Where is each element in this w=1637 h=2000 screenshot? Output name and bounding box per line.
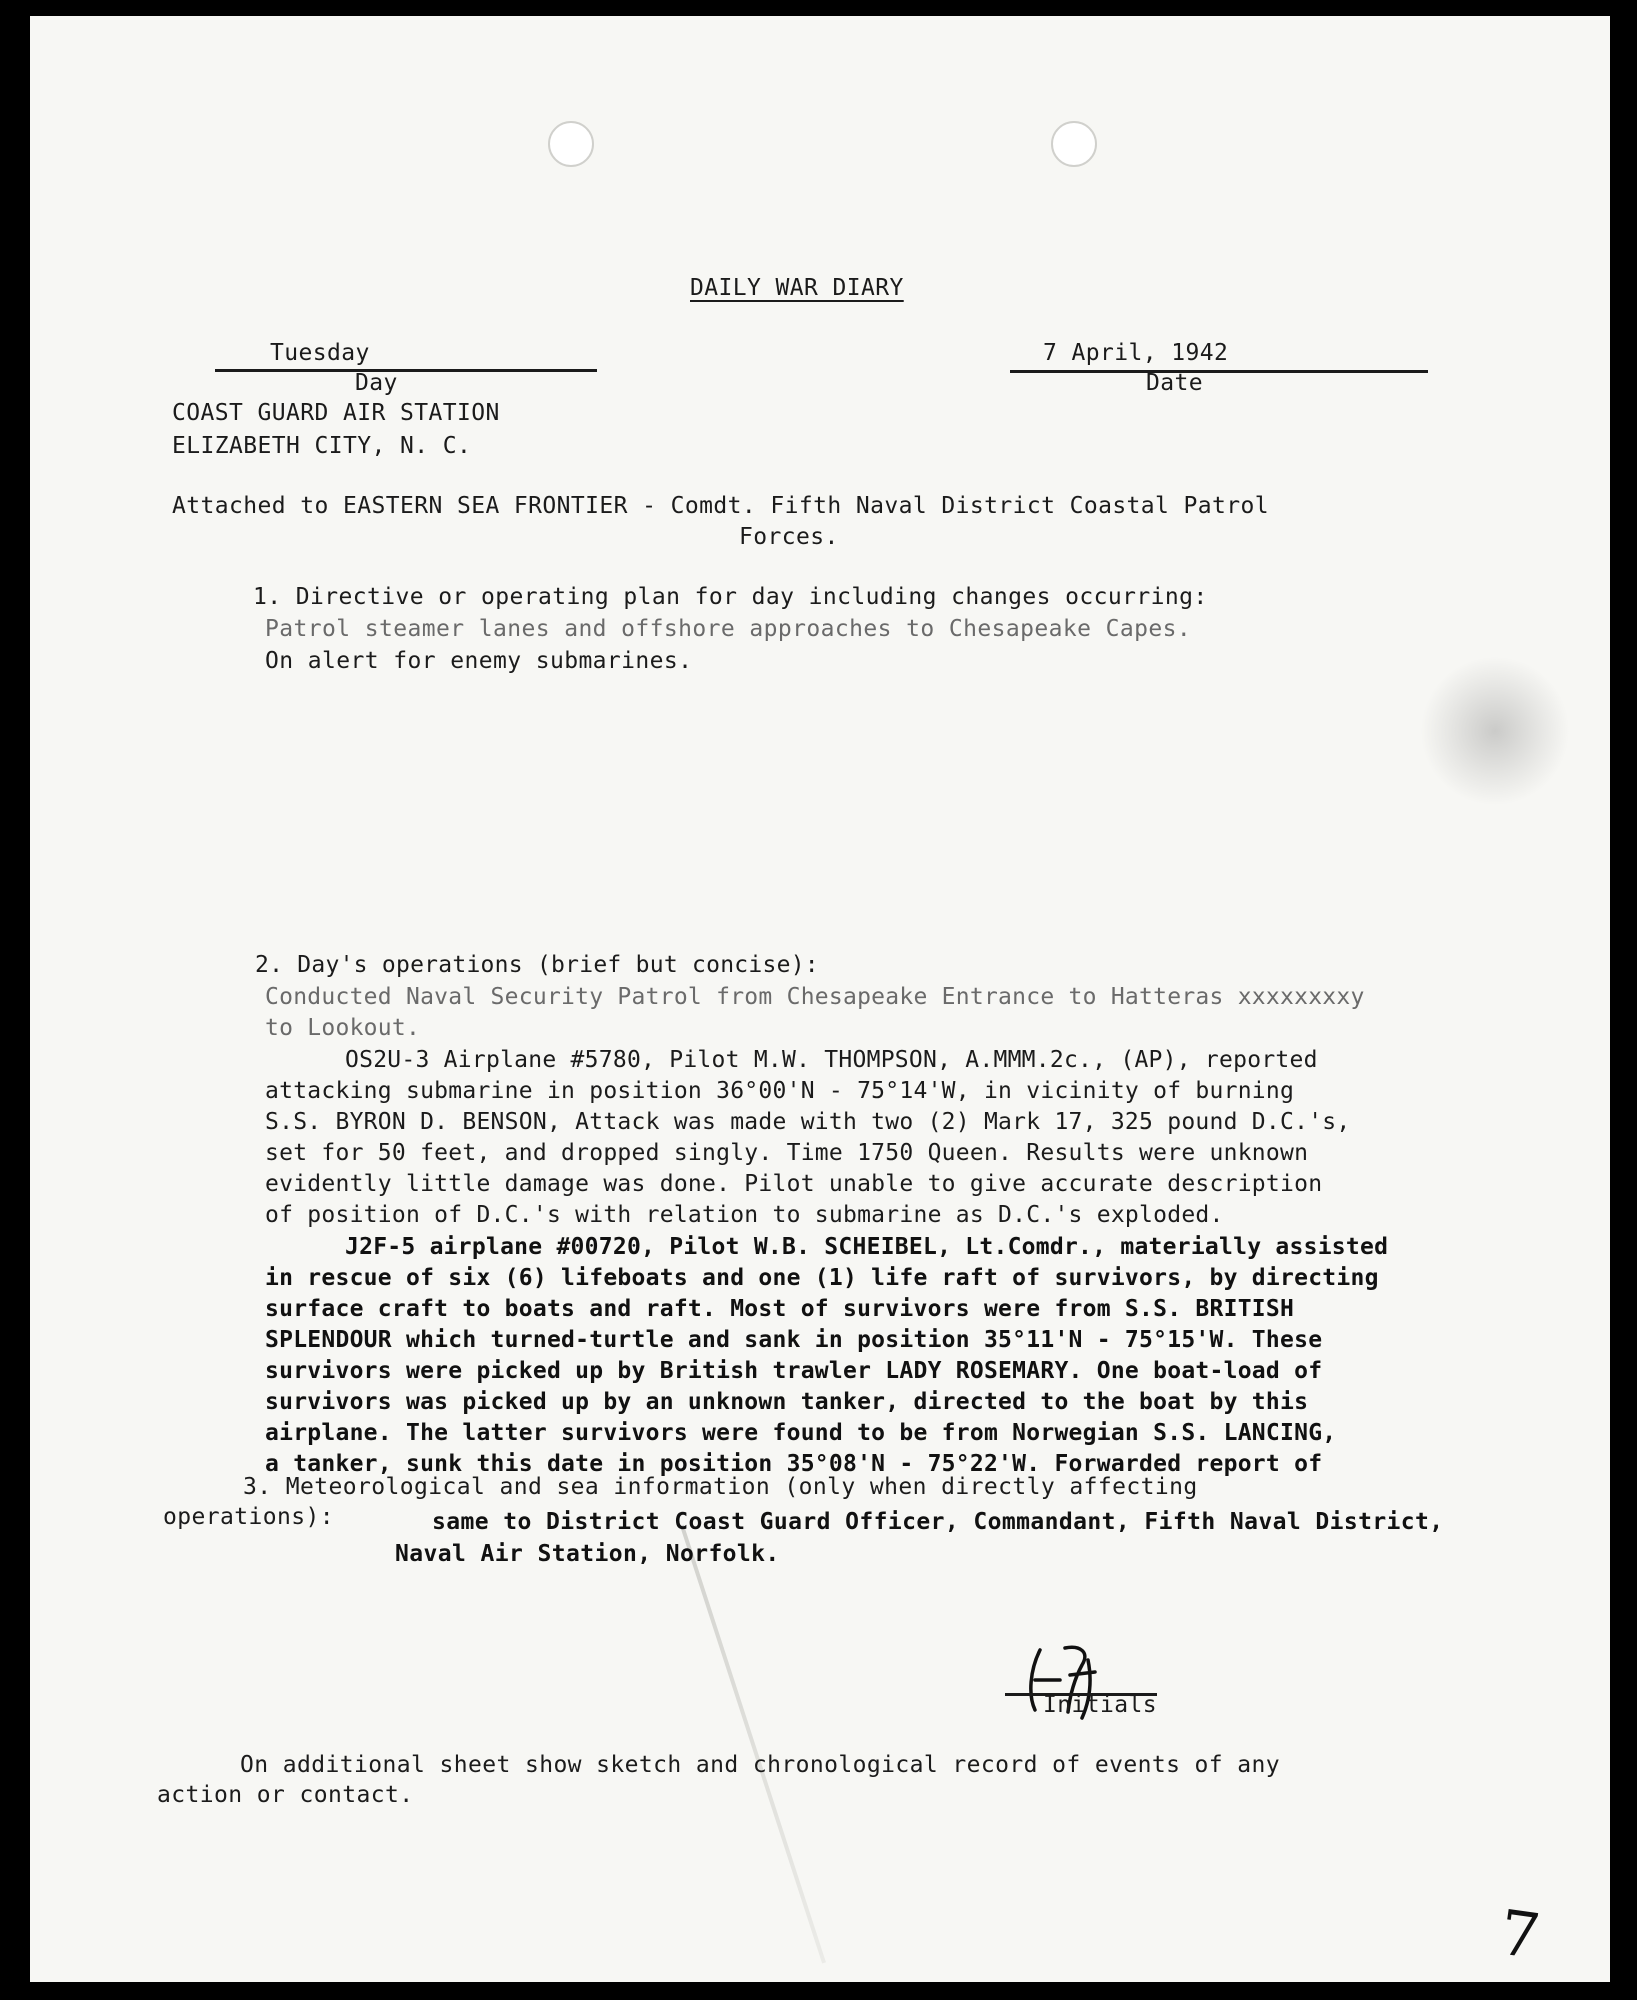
date-rule <box>1010 370 1428 373</box>
section2-line: SPLENDOUR which turned-turtle and sank in position 35°11'N - 75°15'W. These <box>265 1327 1323 1353</box>
ink-smudge <box>1420 656 1570 806</box>
section2-line: in rescue of six (6) lifeboats and one (1) life raft of survivors, by directing <box>265 1265 1379 1291</box>
section2-line: S.S. BYRON D. BENSON, Attack was made with two (2) Mark 17, 325 pound D.C.'s, <box>265 1109 1351 1135</box>
section2-line: of position of D.C.'s with relation to submarine as D.C.'s exploded. <box>265 1202 1224 1228</box>
section2-line: survivors was picked up by an unknown tanker, directed to the boat by this <box>265 1389 1309 1415</box>
section2-line: Conducted Naval Security Patrol from Chesapeake Entrance to Hatteras xxxxxxxxy <box>265 984 1365 1010</box>
paper-crease <box>680 1525 826 1964</box>
section2-line: survivors were picked up by British trawler LADY ROSEMARY. One boat-load of <box>265 1358 1323 1384</box>
page-mark: 7 <box>1495 1895 1545 1974</box>
date-value: 7 April, 1942 <box>1043 340 1229 366</box>
day-label: Day <box>355 370 398 396</box>
section2-line: OS2U-3 Airplane #5780, Pilot M.W. THOMPSON, A.MMM.2c., (AP), reported <box>345 1047 1318 1073</box>
section2-line: airplane. The latter survivors were found to be from Norwegian S.S. LANCING, <box>265 1420 1337 1446</box>
section2-line: J2F-5 airplane #00720, Pilot W.B. SCHEIBEL, Lt.Comdr., materially assisted <box>345 1234 1389 1260</box>
section3-heading-cont: operations): <box>163 1504 334 1530</box>
attached-line-cont: Forces. <box>739 524 839 550</box>
document-title: DAILY WAR DIARY <box>690 275 904 301</box>
footer-note: On additional sheet show sketch and chronological record of events of any <box>240 1752 1281 1778</box>
section2-line: surface craft to boats and raft. Most of survivors were from S.S. BRITISH <box>265 1296 1295 1322</box>
section2-overflow-line: same to District Coast Guard Officer, Commandant, Fifth Naval District, <box>432 1509 1444 1535</box>
section2-line: a tanker, sunk this date in position 35°08'N - 75°22'W. Forwarded report of <box>265 1451 1323 1477</box>
section2-line: attacking submarine in position 36°00'N - 75°14'W, in vicinity of burning <box>265 1078 1295 1104</box>
section2-overflow-line: Naval Air Station, Norfolk. <box>395 1541 780 1567</box>
station-location: ELIZABETH CITY, N. C. <box>172 433 472 459</box>
initials-label: Initials <box>1043 1692 1157 1718</box>
day-rule <box>215 369 597 372</box>
section2-line: set for 50 feet, and dropped singly. Time 1750 Queen. Results were unknown <box>265 1140 1309 1166</box>
date-label: Date <box>1146 370 1203 396</box>
section2-line: evidently little damage was done. Pilot unable to give accurate description <box>265 1171 1323 1197</box>
attached-line: Attached to EASTERN SEA FRONTIER - Comdt. Fifth Naval District Coastal Patrol <box>172 493 1270 519</box>
footer-note-cont: action or contact. <box>157 1782 414 1808</box>
day-value: Tuesday <box>270 340 370 366</box>
punch-hole-left <box>548 121 594 167</box>
station-name: COAST GUARD AIR STATION <box>172 400 500 426</box>
section3-heading: 3. Meteorological and sea information (only when directly affecting <box>243 1474 1198 1500</box>
section1-line: On alert for enemy submarines. <box>265 648 693 674</box>
section1-heading: 1. Directive or operating plan for day including changes occurring: <box>253 584 1208 610</box>
section2-line: to Lookout. <box>265 1015 421 1041</box>
section2-heading: 2. Day's operations (brief but concise): <box>255 952 819 978</box>
section1-line: Patrol steamer lanes and offshore approaches to Chesapeake Capes. <box>265 616 1192 642</box>
punch-hole-right <box>1051 121 1097 167</box>
